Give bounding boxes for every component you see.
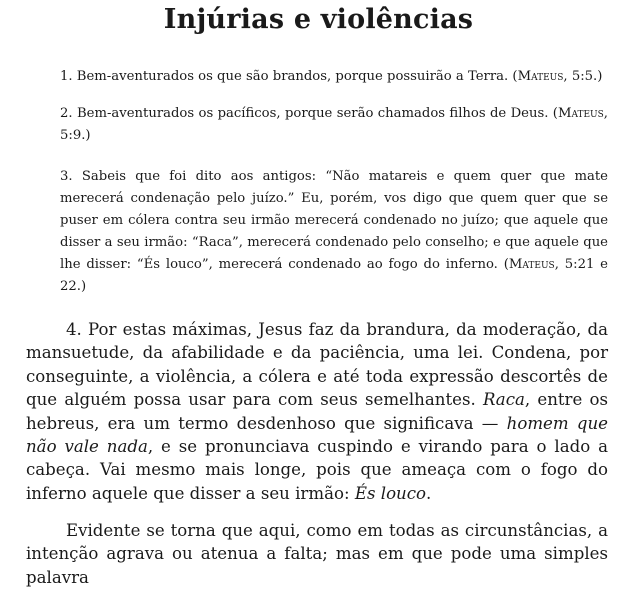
raca-term: Raca <box>482 390 525 410</box>
quote-text: Bem-aventurados os pacíficos, porque serão chamados filhos de Deus. <box>76 106 549 121</box>
quote-ref-book: Mateus <box>508 257 555 272</box>
quote-number: 2. <box>60 106 73 121</box>
quote-text: Bem-aventurados os que são brandos, porque possuirão a Terra. <box>76 69 509 84</box>
raca-meaning: homem que não vale nada <box>26 413 608 457</box>
quote-ref-book: Mateus <box>517 69 564 84</box>
paragraph-4-part2: , entre os hebreus, era um termo desdenhoso que significava — <box>26 390 608 433</box>
paragraph-4-part1: 4. Por estas máximas, Jesus faz da brandura, da moderação, da mansuetude, da afabilidade e da paciência, uma lei. Condena, por conseguinte, a violência, a cólera e até toda expressão descortês de que alguém possa usar para com seus semelhantes. <box>26 320 608 410</box>
quote-number: 1. <box>60 69 73 84</box>
es-louco-term: És louco <box>354 483 427 503</box>
paragraph-4-part3: , e se pronunciava cuspindo e virando para o lado a cabeça. Vai mesmo mais longe, pois que ameaça com o fogo do inferno aquele que disser a seu irmão: <box>26 437 608 503</box>
quote-ref-verse: 5:21 e 22. <box>60 257 608 294</box>
quote-text: Sabeis que foi dito aos antigos: “Não matareis e quem quer que mate merecerá condenação pelo juízo.” Eu, porém, vos digo que quem quer que se puser em cólera contra seu irmão merecerá condenado no juízo; que aquele que disser a seu irmão: “Raca”, merecerá condenado pelo conselho; e que aquele que lhe disser: “És louco”, merecerá condenado ao fogo do inferno. <box>60 169 608 272</box>
paragraph-4 <box>26 318 608 505</box>
paragraph-5: Evidente se torna que aqui, como em todas as circunstâncias, a intenção agrava ou atenua a falta; mas em que pode uma simples palavra <box>26 521 608 587</box>
paragraph-4-end: . <box>426 483 432 503</box>
quote-ref-book: Mateus <box>557 106 604 121</box>
quote-3: 3. Sabeis que foi dito aos antigos: “Não matareis e quem quer que mate merecerá condenação pelo juízo.” Eu, porém, vos digo que quem quer que se puser em cólera contra seu irmão merecerá condenado no juízo; que aquele que disser a seu irmão: “Raca”, merecerá condenado pelo conselho; e que aquele que lhe disser: “És louco”, merecerá condenado ao fogo do inferno. (Mateus, 5:21 e 22.) <box>60 169 608 294</box>
page-title: Injúrias e violências <box>163 4 474 35</box>
quote-ref-verse: 5:5. <box>571 69 598 84</box>
quote-ref-verse: 5:9. <box>60 128 86 143</box>
quote-number: 3. <box>60 169 73 184</box>
quote-1: 1. Bem-aventurados os que são brandos, porque possuirão a Terra. (Mateus, 5:5.) <box>60 69 603 84</box>
quote-2: 2. Bem-aventurados os pacíficos, porque serão chamados filhos de Deus. (Mateus, 5:9.) <box>60 106 608 143</box>
